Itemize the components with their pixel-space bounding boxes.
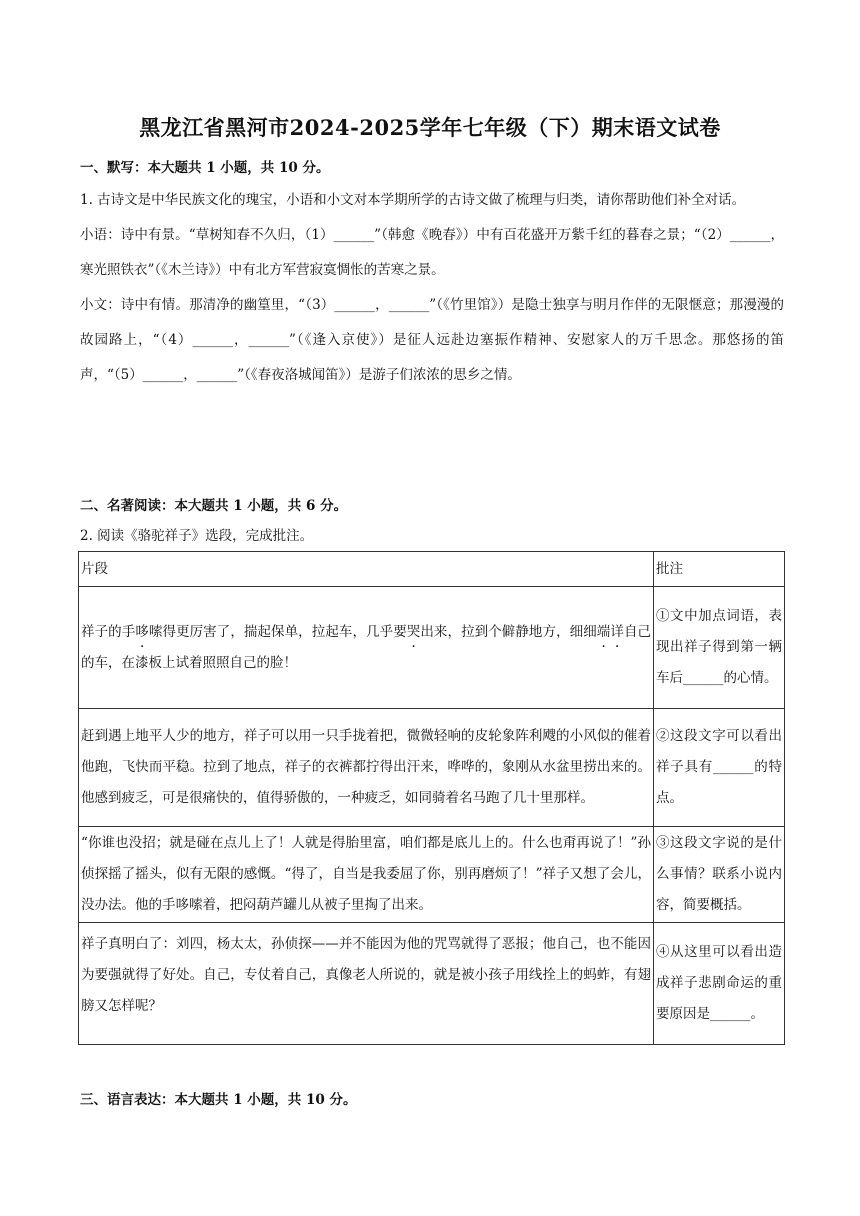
annotation-table	[78, 551, 785, 1045]
dotted-char: 哭	[406, 623, 421, 640]
section2-heading: 二、名著阅读：本大题共 1 小题，共 6 分。	[80, 498, 348, 514]
annotation-cell-4: ④从这里可以看出造成祥子悲剧命运的重要原因是______。	[654, 923, 785, 1045]
excerpt-cell-2: 赶到遇上地平人少的地方，祥子可以用一只手拢着把，微微轻响的皮轮象阵利飕的小风似的催着他跑，飞快而平稳。拉到了地点，祥子的衣裤都拧得出汗来，哗哗的，象刚从水盆里捞出来的。他感到疲乏，可是很痛快的，值得骄傲的，一种疲乏，如同骑着名马跑了几十里那样。	[79, 709, 654, 827]
annotation-cell-2: ②这段文字可以看出祥子具有______的特点。	[654, 709, 785, 827]
table-row	[79, 709, 785, 827]
header-excerpt: 片段	[79, 552, 654, 587]
table-row	[79, 827, 785, 923]
excerpt-cell-4: 祥子真明白了：刘四，杨太太，孙侦探——并不能因为他的咒骂就得了恶报；他自己，也不能因为要强就得了好处。自己，专仗着自己，真像老人所说的，就是被小孩子用线拴上的蚂蚱，有翅膀又怎样呢？	[79, 923, 654, 1045]
table-row	[79, 587, 785, 709]
excerpt-cell-3: “你谁也没招；就是碰在点儿上了！人就是得胎里富，咱们都是底儿上的。什么也甭再说了！”孙侦探摇了摇头，似有无限的感慨。“得了，自当是我委屈了你，别再磨烦了！”祥子又想了会儿，没办法。他的手哆嗦着，把闷葫芦罐儿从被子里掏了出来。	[79, 827, 654, 923]
dotted-char: 详	[610, 623, 624, 640]
section1-heading: 一、默写：本大题共 1 小题，共 10 分。	[80, 160, 330, 176]
header-annotation: 批注	[654, 552, 785, 587]
question2-prompt: 2. 阅读《骆驼祥子》选段，完成批注。	[80, 528, 314, 544]
table-header-row	[79, 552, 785, 587]
dotted-char: 哆	[135, 623, 149, 640]
table-row	[79, 923, 785, 1045]
question1-prompt: 1. 古诗文是中华民族文化的瑰宝，小语和小文对本学期所学的古诗文做了梳理与归类，请你帮助他们补全对话。	[80, 192, 746, 208]
xiaoyu-dialogue: 小语：诗中有景。“草树知春不久归，（1）______”（韩愈《晚春》）中有百花盛开万紫千红的暮春之景；“（2）______，寒光照铁衣”（《木兰诗》）中有北方军营寂寞惆怅的苦寒之景。	[80, 227, 784, 278]
question1-body	[80, 183, 784, 393]
xiaowen-dialogue: 小文：诗中有情。那清净的幽篁里，“（3）______，______”（《竹里馆》）是隐士独享与明月作伴的无限惬意；那漫漫的故园路上，“（4）______，______”（《逢入京使》）是征人远赴边塞振作精神、安慰家人的万千思念。那悠扬的笛声，“（5）______，______”（《春夜洛城闻笛》）是游子们浓浓的思乡之情。	[80, 297, 784, 383]
annotation-cell-3: ③这段文字说的是什么事情？联系小说内容，简要概括。	[654, 827, 785, 923]
excerpt-cell-1: 祥子的手哆嗦得更厉害了，揣起保单，拉起车，几乎要哭出来，拉到个僻静地方，细细端详自己的车，在漆板上试着照照自己的脸！	[79, 587, 654, 709]
section3-heading: 三、语言表达：本大题共 1 小题，共 10 分。	[80, 1092, 357, 1108]
page-title: 黑龙江省黑河市2024-2025学年七年级（下）期末语文试卷	[139, 115, 721, 140]
annotation-cell-1: ①文中加点词语，表现出祥子得到第一辆车后______的心情。	[654, 587, 785, 709]
dotted-char: 端	[596, 623, 611, 640]
